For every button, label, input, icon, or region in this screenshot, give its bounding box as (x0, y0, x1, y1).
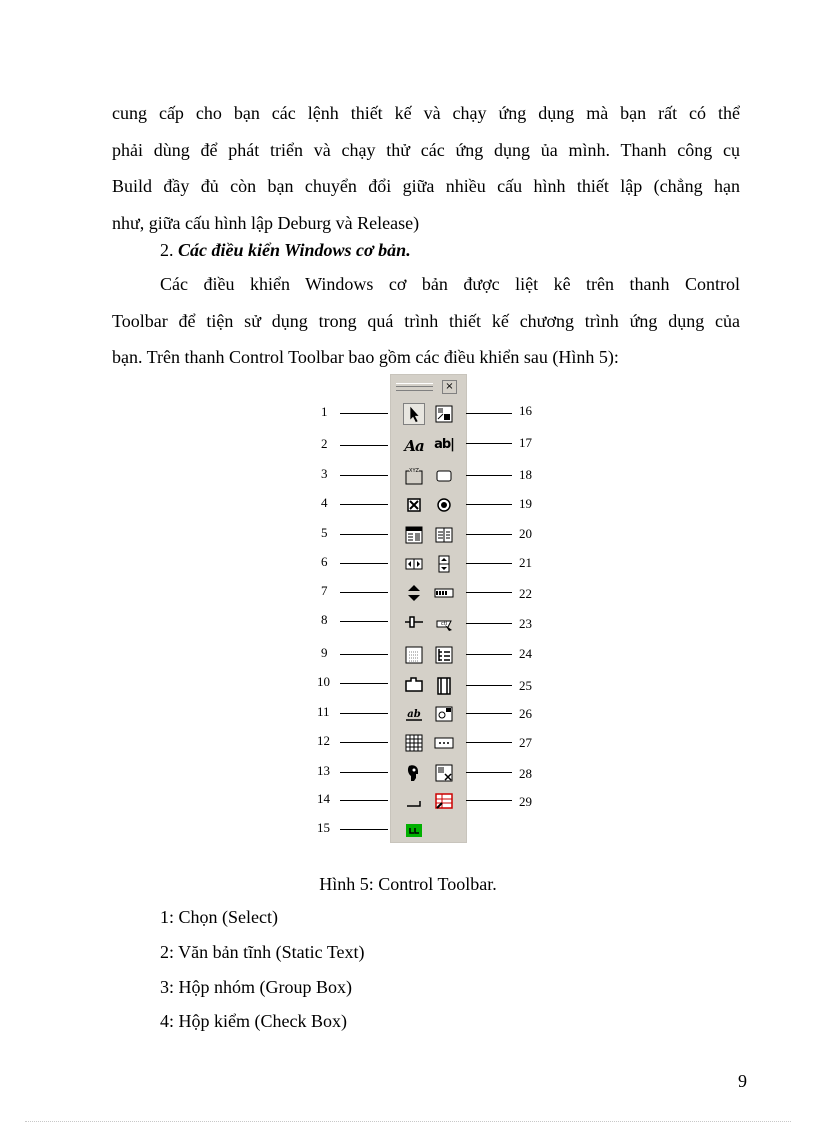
combo-box-tool[interactable] (403, 524, 425, 546)
custom-control-icon (403, 762, 425, 784)
month-calendar-icon (403, 732, 425, 754)
figure-caption: Hình 5: Control Toolbar. (319, 874, 497, 894)
callout-line (340, 800, 388, 801)
ip-address-icon (433, 732, 455, 754)
callout-line (340, 475, 388, 476)
group-box-tool[interactable] (403, 465, 425, 487)
toolbar-grip[interactable] (396, 383, 433, 391)
heading-text: Các điều kiển Windows cơ bản. (178, 240, 411, 260)
text-line: như, giữa cấu hình lập Deburg và Release) (112, 212, 420, 233)
callout-number: 26 (519, 706, 532, 721)
list-item: 3: Hộp nhóm (Group Box) (160, 977, 352, 997)
horizontal-scrollbar-tool[interactable] (403, 553, 425, 575)
custom-control-tool[interactable] (403, 762, 425, 784)
callout-number: 21 (519, 555, 532, 570)
group-box-icon (403, 465, 425, 487)
tab-control-tool[interactable] (403, 673, 425, 695)
callout-line (340, 683, 388, 684)
month-calendar-tool[interactable] (403, 732, 425, 754)
callout-number: 8 (321, 612, 328, 627)
section-heading (160, 232, 411, 268)
callout-line (340, 829, 388, 830)
callout-line (340, 772, 388, 773)
radio-button-icon (433, 494, 455, 516)
callout-number: 5 (321, 525, 328, 540)
combo-box-icon (403, 524, 425, 546)
ip-address-tool[interactable] (433, 732, 455, 754)
picture-icon (433, 403, 455, 425)
extended-combo-tool[interactable] (433, 703, 455, 725)
control-toolbar (390, 374, 467, 843)
callout-number: 9 (321, 645, 328, 660)
callout-number: 24 (519, 646, 532, 661)
list-box-icon (433, 524, 455, 546)
callout-number: 15 (317, 820, 330, 835)
tab-control-icon (403, 673, 425, 695)
paragraph-continuation (112, 95, 740, 241)
sys-link-tool[interactable] (403, 790, 425, 812)
footer-divider (25, 1121, 791, 1122)
animate-icon (433, 675, 455, 697)
callout-number: 20 (519, 526, 532, 541)
activex-tool[interactable] (433, 762, 455, 784)
spin-icon (403, 582, 425, 604)
static-text-tool[interactable] (403, 435, 425, 457)
button-tool[interactable] (433, 465, 455, 487)
callout-line (466, 800, 512, 801)
vertical-scrollbar-tool[interactable] (433, 553, 455, 575)
callout-number: 2 (321, 436, 328, 451)
grid-tool[interactable] (433, 790, 455, 812)
svg-text:ctl: ctl (441, 621, 448, 627)
list-item: 2: Văn bản tĩnh (Static Text) (160, 942, 365, 962)
hotkey-icon (433, 613, 455, 635)
slider-tool[interactable] (403, 611, 425, 633)
svg-text:XYZ: XYZ (409, 468, 419, 474)
callout-line (340, 713, 388, 714)
text-line: Toolbar để tiện sử dụng trong quá trình thiết kế chương trình ứng dụng của (112, 310, 740, 331)
extended-combo-icon (433, 703, 455, 725)
callout-line (466, 413, 512, 414)
picture-tool[interactable] (433, 403, 455, 425)
callout-line (340, 654, 388, 655)
edit-box-icon: ab| (434, 436, 454, 452)
page-number: 9 (738, 1071, 747, 1091)
callout-line (340, 445, 388, 446)
check-box-tool[interactable] (403, 494, 425, 516)
grid-icon (433, 790, 455, 812)
callout-number: 1 (321, 404, 328, 419)
callout-line (466, 443, 512, 444)
callout-number: 29 (519, 794, 532, 809)
tree-control-tool[interactable] (433, 644, 455, 666)
command-button-tool[interactable] (403, 819, 425, 841)
edit-box-tool[interactable] (433, 433, 455, 455)
date-time-picker-icon (403, 644, 425, 666)
paragraph-intro (112, 266, 740, 376)
callout-number: 4 (321, 495, 328, 510)
callout-number: 28 (519, 766, 532, 781)
callout-line (466, 742, 512, 743)
callout-line (340, 413, 388, 414)
callout-number: 16 (519, 403, 532, 418)
callout-number: 13 (317, 763, 330, 778)
check-box-icon (403, 494, 425, 516)
text-line: phải dùng để phát triển và chạy thử các ứng dụng ủa mình. Thanh công cụ (112, 139, 740, 160)
callout-line (340, 504, 388, 505)
list-box-tool[interactable] (433, 524, 455, 546)
callout-line (466, 772, 512, 773)
command-button-icon (403, 819, 425, 841)
heading-number: 2. (160, 240, 178, 260)
callout-number: 12 (317, 733, 330, 748)
activex-icon (433, 762, 455, 784)
callout-number: 22 (519, 586, 532, 601)
callout-number: 14 (317, 791, 330, 806)
text-line: bạn. Trên thanh Control Toolbar bao gồm các điều khiển sau (Hình 5): (112, 347, 619, 367)
select-arrow-icon (404, 403, 424, 425)
select-arrow-tool[interactable] (403, 403, 425, 425)
callout-number: 17 (519, 435, 532, 450)
static-text-icon: Aa (404, 437, 424, 455)
slider-icon (403, 611, 425, 633)
callout-line (340, 621, 388, 622)
spin-tool[interactable] (403, 582, 425, 604)
progress-tool[interactable] (433, 582, 455, 604)
text-line: Build đầy đủ còn bạn chuyển đổi giữa nhiều cấu hình thiết lập (chẳng hạn (112, 176, 740, 196)
rich-edit-icon (403, 703, 425, 725)
list-item: 1: Chọn (Select) (160, 907, 278, 927)
radio-button-tool[interactable] (433, 494, 455, 516)
callout-number: 11 (317, 704, 330, 719)
callout-line (340, 592, 388, 593)
callout-line (466, 713, 512, 714)
callout-number: 19 (519, 496, 532, 511)
callout-line (340, 742, 388, 743)
callout-number: 7 (321, 583, 328, 598)
callout-line (466, 504, 512, 505)
callout-number: 10 (317, 674, 330, 689)
horizontal-scrollbar-icon (403, 553, 425, 575)
tree-control-icon (433, 644, 455, 666)
animate-tool[interactable] (433, 675, 455, 697)
callout-line (466, 475, 512, 476)
callout-line (466, 623, 512, 624)
list-item: 4: Hộp kiểm (Check Box) (160, 1011, 347, 1031)
text-line: cung cấp cho bạn các lệnh thiết kế và chạy ứng dụng mà bạn rất có thể (112, 103, 740, 123)
callout-number: 23 (519, 616, 532, 631)
hotkey-tool[interactable] (433, 613, 455, 635)
sys-link-icon (403, 790, 425, 812)
toolbar-close-button[interactable]: × (442, 380, 457, 394)
rich-edit-tool[interactable] (403, 703, 425, 725)
callout-line (340, 563, 388, 564)
callout-line (340, 534, 388, 535)
callout-number: 3 (321, 466, 328, 481)
date-time-picker-tool[interactable] (403, 644, 425, 666)
callout-line (466, 534, 512, 535)
callout-line (466, 563, 512, 564)
button-icon (433, 465, 455, 487)
text-line: Các điều khiển Windows cơ bản được liệt kê trên thanh Control (160, 274, 740, 294)
callout-number: 25 (519, 678, 532, 693)
progress-icon (433, 582, 455, 604)
callout-line (466, 592, 512, 593)
callout-line (466, 654, 512, 655)
callout-line (466, 685, 512, 686)
svg-text:ab: ab (407, 709, 421, 720)
callout-number: 6 (321, 554, 328, 569)
callout-number: 18 (519, 467, 532, 482)
vertical-scrollbar-icon (433, 553, 455, 575)
callout-number: 27 (519, 735, 532, 750)
